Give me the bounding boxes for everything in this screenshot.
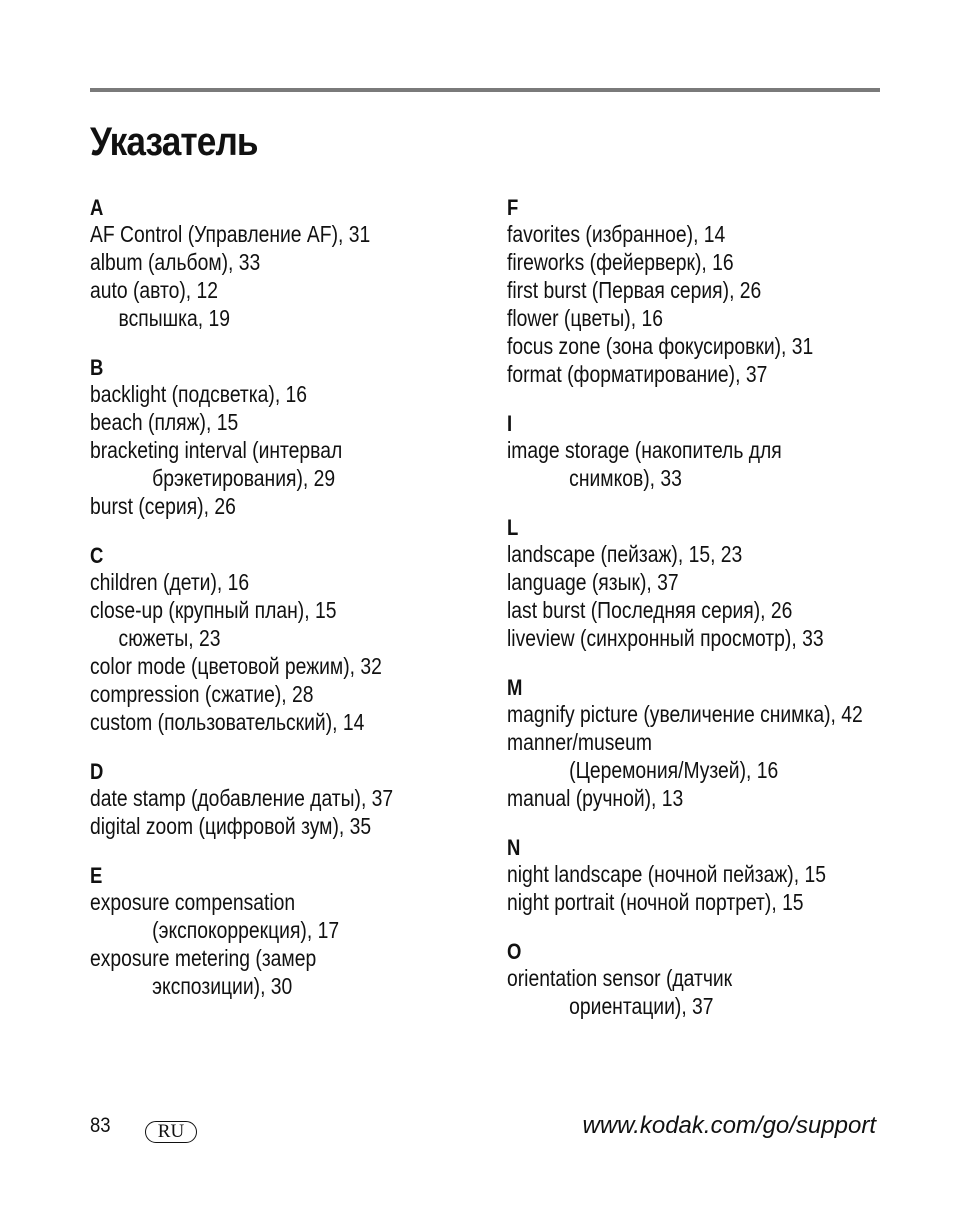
section-letter: L [507,515,519,540]
index-entry: first burst (Первая серия), 26 [507,277,762,303]
section-letter: B [90,355,104,380]
index-section-o [507,940,863,1020]
index-section-e [90,864,393,1000]
index-entry: снимков), 33 [569,465,682,491]
index-section-m [507,676,863,812]
index-entry: (экспокоррекция), 17 [152,917,340,943]
section-letter: O [507,939,522,964]
index-entry: liveview (синхронный просмотр), 33 [507,625,824,651]
index-entry: bracketing interval (интервал [90,437,343,463]
index-entry: focus zone (зона фокусировки), 31 [507,333,814,359]
section-letter: M [507,675,523,700]
language-badge: RU [145,1121,197,1143]
index-entry: вспышка, 19 [118,305,230,331]
section-letter: D [90,759,104,784]
index-section-l [507,516,863,652]
index-entry: экспозиции), 30 [152,973,293,999]
index-entry: manual (ручной), 13 [507,785,684,811]
index-section-n [507,836,863,916]
index-entry: ориентации), 37 [569,993,714,1019]
index-section-f [507,196,863,388]
index-entry: close-up (крупный план), 15 [90,597,337,623]
section-letter: N [507,835,521,860]
index-entry: AF Control (Управление AF), 31 [90,221,371,247]
index-entry: backlight (подсветка), 16 [90,381,308,407]
index-section-a [90,196,393,332]
index-entry: burst (серия), 26 [90,493,236,519]
index-entry: date stamp (добавление даты), 37 [90,785,394,811]
index-entry: exposure compensation [90,889,296,915]
index-entry: digital zoom (цифровой зум), 35 [90,813,372,839]
header-rule [90,88,880,92]
index-entry: beach (пляж), 15 [90,409,239,435]
index-entry: (Церемония/Музей), 16 [569,757,779,783]
index-entry: manner/museum [507,729,652,755]
section-letter: F [507,195,519,220]
index-entry: last burst (Последняя серия), 26 [507,597,793,623]
index-entry: orientation sensor (датчик [507,965,733,991]
index-section-b [90,356,393,520]
index-entry: landscape (пейзаж), 15, 23 [507,541,743,567]
index-entry: compression (сжатие), 28 [90,681,314,707]
index-section-c [90,544,393,736]
index-entry: night landscape (ночной пейзаж), 15 [507,861,826,887]
page-number: 83 [90,1114,111,1137]
index-entry: color mode (цветовой режим), 32 [90,653,382,679]
section-letter: E [90,863,103,888]
index-entry: children (дети), 16 [90,569,250,595]
index-entry: night portrait (ночной портрет), 15 [507,889,804,915]
page-title: Указатель [90,120,258,164]
index-entry: album (альбом), 33 [90,249,261,275]
index-column-left [90,196,393,1024]
index-entry: image storage (накопитель для [507,437,782,463]
support-url[interactable]: www.kodak.com/go/support [582,1112,876,1139]
index-entry: fireworks (фейерверк), 16 [507,249,734,275]
index-entry: flower (цветы), 16 [507,305,663,331]
index-entry: custom (пользовательский), 14 [90,709,365,735]
index-entry: favorites (избранное), 14 [507,221,726,247]
index-section-i [507,412,863,492]
index-entry: сюжеты, 23 [118,625,221,651]
section-letter: I [507,411,513,436]
index-column-right [507,196,863,1044]
section-letter: C [90,543,104,568]
index-entry: exposure metering (замер [90,945,317,971]
index-entry: format (форматирование), 37 [507,361,768,387]
index-entry: брэкетирования), 29 [152,465,336,491]
index-entry: magnify picture (увеличение снимка), 42 [507,701,863,727]
section-letter: A [90,195,104,220]
index-entry: auto (авто), 12 [90,277,219,303]
index-section-d [90,760,393,840]
index-entry: language (язык), 37 [507,569,679,595]
